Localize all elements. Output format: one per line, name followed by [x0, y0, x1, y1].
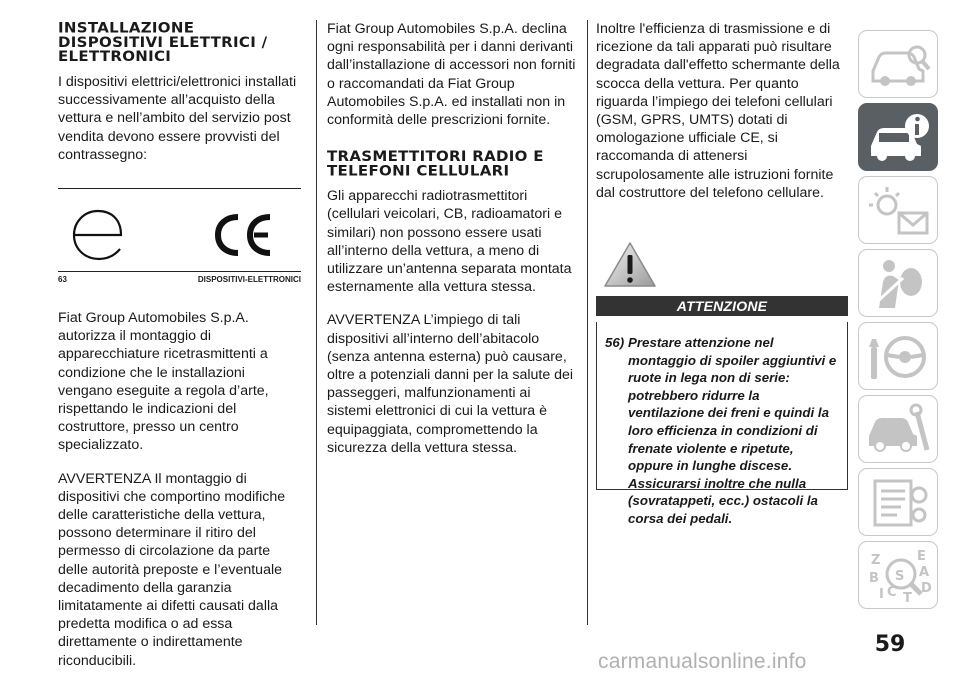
column-divider [587, 20, 588, 625]
airbag-seat-icon [865, 256, 933, 312]
warning-paragraph-modifications: AVVERTENZA Il montaggio di dispositivi che comportino modifiche delle caratteristiche della vettura, possono determinare il ritiro del permesso di circolazione da parte delle autorità preposte e l’eventuale decadimento della garanzia limitatamente ai difetti causati dalla predetta modifica o ad essa direttamente o indirettamente riconducibili. [58, 470, 286, 669]
index-icon [865, 548, 933, 604]
figure-number: 63 [58, 275, 67, 285]
figure-63 [58, 188, 301, 289]
car-wrench-icon [865, 402, 933, 458]
page-number: 59 [874, 632, 906, 657]
column-2 [327, 20, 577, 472]
sidebar-tab-car-wrench[interactable] [858, 395, 938, 463]
warning-paragraph-interior: AVVERTENZA L’impiego di tali dispositivi all’interno dell’abitacolo (senza antenna esterna) può causare, oltre a potenziali danni per la salute dei passeggeri, malfunzionamenti ai sistemi elettronici di cui la vettura è equipaggiata, compromettendo la sicurezza della vettura stessa. [327, 312, 574, 456]
index-letter: B [869, 571, 879, 586]
liability-paragraph: Fiat Group Automobiles S.p.A. declina ogni responsabilità per i danni derivanti dall’installazione di accessori non forniti o raccomandati da Fiat Group Automobiles S.p.A. ed installati non in conformità delle prescrizioni fornite. [327, 21, 576, 129]
index-letter: A [919, 565, 930, 580]
efficiency-paragraph: Inoltre l'efficienza di trasmissione e di ricezione da tali apparati può risultare degradata dall'effetto schermante della scocca della vettura. Per quanto riguarda l’impiego dei telefoni cellulari (GSM, GPRS, UMTS) dotati di omologazione ufficiale CE, si raccomanda di attenersi scrupolosamente alle istruzioni fornite dal costruttore del telefono cellulare. [596, 21, 840, 201]
warning-item [605, 334, 839, 528]
sidebar-tab-car-info[interactable] [858, 103, 938, 171]
warning-title: ATTENZIONE [596, 296, 848, 316]
car-search-icon [865, 37, 933, 93]
warning-number: 56) [605, 335, 625, 351]
warning-lights-icon [865, 183, 933, 239]
index-letter: S [895, 569, 905, 584]
sidebar-tab-specifications[interactable] [858, 468, 938, 536]
watermark: carmanualsonline.info [598, 650, 807, 673]
index-letter: D [921, 581, 932, 596]
index-letter: Z [871, 553, 881, 568]
figure-code: DISPOSITIVI-ELETTRONICI [197, 275, 301, 285]
sidebar-tab-warning-lights[interactable] [858, 176, 938, 244]
column-1 [58, 20, 303, 685]
index-letter: T [903, 591, 912, 604]
section-heading-installazione: INSTALLAZIONE DISPOSITIVI ELETTRICI / ELETTRONICI [58, 19, 268, 65]
car-info-icon [865, 110, 933, 166]
index-letter: C [887, 585, 897, 600]
section-heading-trasmettitori: TRASMETTITORI RADIO E TELEFONI CELLULARI [327, 148, 544, 180]
authorization-paragraph: Fiat Group Automobiles S.p.A. autorizza il montaggio di apparecchiature ricetrasmittenti a condizione che le installazioni vengano eseguite a regola d’arte, rispettando le indicazioni del costruttore, presso un centro specializzato. [58, 310, 269, 454]
sidebar-tab-steering-wheel[interactable] [858, 322, 938, 390]
steering-wheel-icon [865, 329, 933, 385]
index-letter: E [917, 549, 926, 564]
column-3 [596, 20, 848, 526]
warning-section [596, 240, 848, 526]
sidebar-tab-airbag-seat[interactable] [858, 249, 938, 317]
sidebar-tab-car-search[interactable] [858, 30, 938, 98]
sidebar-tab-index[interactable] [858, 541, 938, 609]
warning-text: Prestare attenzione nel montaggio di spoiler aggiuntivi e ruote in lega non di serie: potrebbero ridurre la ventilazione dei freni e quindi la loro efficienza in condizioni di frenate violente e ripetute, oppure in lunghe discese. Assicurarsi inoltre che nulla (sovratappeti, ecc.) ostacoli la corsa dei pedali. [628, 335, 837, 526]
warning-triangle-icon [602, 240, 658, 290]
index-letter: I [879, 587, 884, 602]
warning-box [596, 322, 848, 526]
e-mark-symbol [63, 197, 133, 267]
transmitters-paragraph: Gli apparecchi radiotrasmettitori (cellulari veicolari, CB, radioamatori e similari) non possono essere usati all’interno della vettura, a meno di utilizzare un’antenna separata montata esternamente alla vettura stessa. [327, 188, 572, 296]
intro-paragraph: I dispositivi elettrici/elettronici installati successivamente all’acquisto della vettura e nell’ambito del servizio post vendita devono essere provvisti del contrassegno: [58, 74, 297, 163]
specifications-icon [865, 475, 933, 531]
column-divider [316, 20, 317, 625]
ce-mark-symbol [208, 209, 278, 259]
